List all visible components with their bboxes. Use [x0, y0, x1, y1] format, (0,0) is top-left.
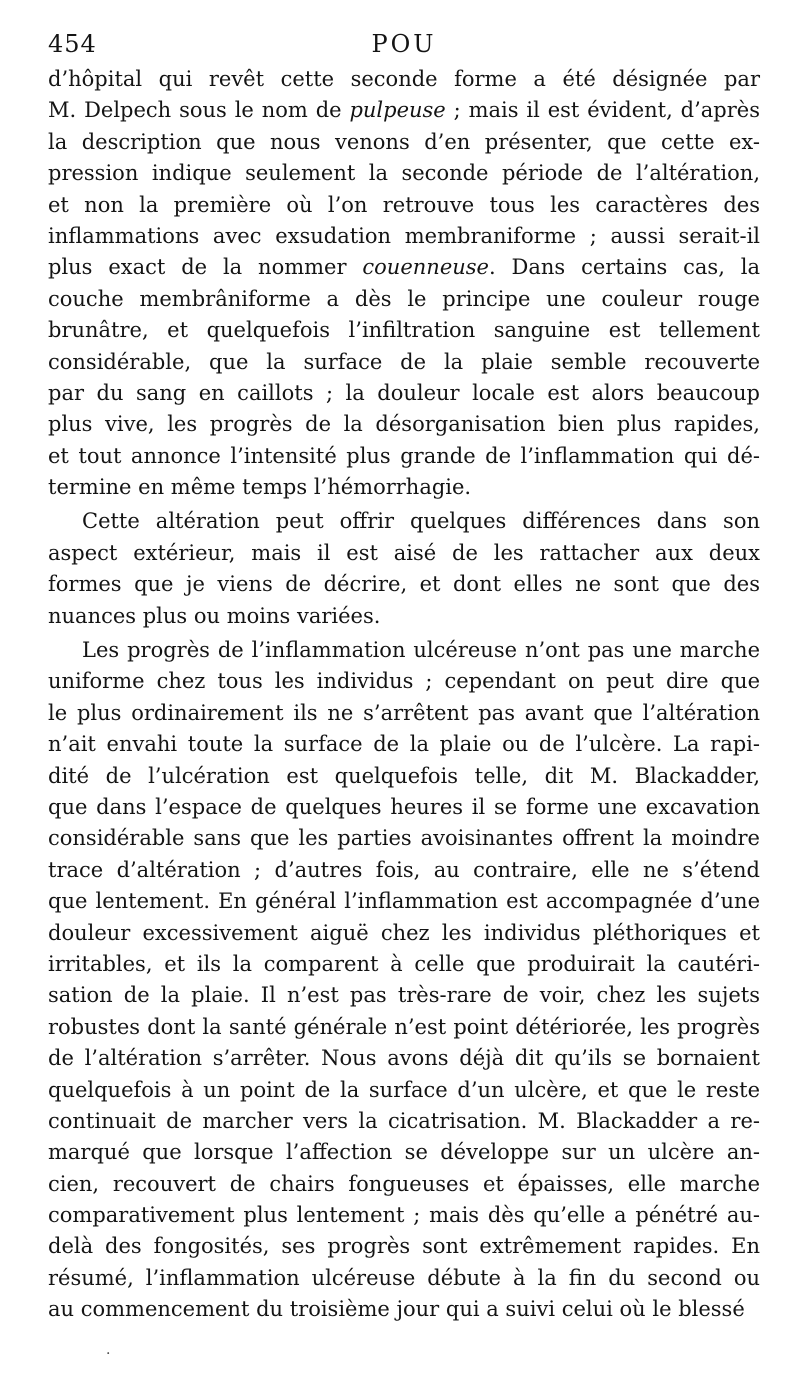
text-line: comparativement plus lentement ; mais dès qu’elle a pénétré au-: [48, 1203, 760, 1228]
text-line: couche membrâniforme a dès le principe une couleur rouge: [48, 286, 760, 311]
text-line: formes que je viens de décrire, et dont elles ne sont que des: [48, 572, 760, 597]
text-line: M. Delpech sous le nom de pulpeuse ; mais il est évident, d’après: [48, 98, 760, 123]
text-line: continuait de marcher vers la cicatrisation. M. Blackadder a re-: [48, 1108, 760, 1133]
running-head: POU: [371, 30, 437, 58]
text-line: inflammations avec exsudation membraniforme ; aussi serait-il: [48, 223, 760, 248]
text-line: considérable sans que les parties avoisinantes offrent la moindre: [48, 826, 760, 851]
paragraph: [48, 506, 760, 632]
text-line: que dans l’espace de quelques heures il se forme une excavation: [48, 794, 760, 819]
text-line: termine en même temps l’hémorrhagie.: [48, 475, 472, 500]
text-line: trace d’altération ; d’autres fois, au contraire, elle ne s’étend: [48, 857, 760, 882]
page-number: 454: [48, 30, 97, 58]
text-line: résumé, l’inflammation ulcéreuse débute à la fin du second ou: [48, 1265, 760, 1290]
text-line: d’hôpital qui revêt cette seconde forme a été désignée par: [48, 67, 760, 91]
italic-term: pulpeuse: [349, 98, 446, 123]
text-line: Les progrès de l’inflammation ulcéreuse n’ont pas une marche: [82, 638, 760, 663]
text-line: brunâtre, et quelquefois l’infiltration sanguine est tellement: [48, 318, 760, 343]
text-line: douleur excessivement aiguë chez les individus pléthoriques et: [48, 920, 760, 945]
text-line: quelquefois à un point de la surface d’un ulcère, et que le reste: [48, 1077, 760, 1102]
text-line: n’ait envahi toute la surface de la plaie ou de l’ulcère. La rapi-: [48, 732, 760, 757]
text-line: et tout annonce l’intensité plus grande de l’inflammation qui dé-: [48, 443, 760, 468]
text-line: pression indique seulement la seconde période de l’altération,: [48, 161, 760, 186]
stray-mark: ·: [106, 1346, 111, 1362]
text-line: nuances plus ou moins variées.: [48, 603, 381, 628]
text-line: et non la première où l’on retrouve tous les caractères des: [48, 192, 760, 217]
text-line: dité de l’ulcération est quelquefois telle, dit M. Blackadder,: [48, 763, 760, 788]
text-line: le plus ordinairement ils ne s’arrêtent pas avant que l’altération: [48, 700, 760, 725]
body-text: [48, 64, 760, 1326]
text-line: au commencement du troisième jour qui a suivi celui où le blessé: [48, 1297, 745, 1322]
text-line: que lentement. En général l’inflammation est accompagnée d’une: [48, 889, 760, 914]
text-line: cien, recouvert de chairs fongueuses et épaisses, elle marche: [48, 1171, 760, 1196]
text-line: plus vive, les progrès de la désorganisation bien plus rapides,: [48, 412, 760, 437]
text-line: aspect extérieur, mais il est aisé de les rattacher aux deux: [48, 540, 760, 565]
text-line: Cette altération peut offrir quelques différences dans son: [82, 509, 760, 534]
text-line: marqué que lorsque l’affection se développe sur un ulcère an-: [48, 1140, 760, 1165]
text-line: plus exact de la nommer couenneuse. Dans certains cas, la: [48, 255, 760, 280]
text-line: sation de la plaie. Il n’est pas très-rare de voir, chez les sujets: [48, 983, 760, 1008]
text-line: uniforme chez tous les individus ; cependant on peut dire que: [48, 669, 760, 694]
text-line: de l’altération s’arrêter. Nous avons déjà dit qu’ils se bornaient: [48, 1046, 760, 1071]
page-header: [48, 30, 760, 64]
italic-term: couenneuse: [362, 255, 489, 280]
text-line: irritables, et ils la comparent à celle que produirait la cautéri-: [48, 951, 760, 976]
text-line: robustes dont la santé générale n’est point détériorée, les progrès: [48, 1014, 760, 1039]
paragraph: [48, 64, 760, 503]
paragraph: [48, 635, 760, 1326]
text-line: considérable, que la surface de la plaie semble recouverte: [48, 349, 760, 374]
text-line: la description que nous venons d’en présenter, que cette ex-: [48, 129, 760, 154]
text-line: par du sang en caillots ; la douleur locale est alors beaucoup: [48, 380, 760, 405]
book-page: [48, 30, 760, 1326]
text-line: delà des fongosités, ses progrès sont extrêmement rapides. En: [48, 1234, 760, 1259]
